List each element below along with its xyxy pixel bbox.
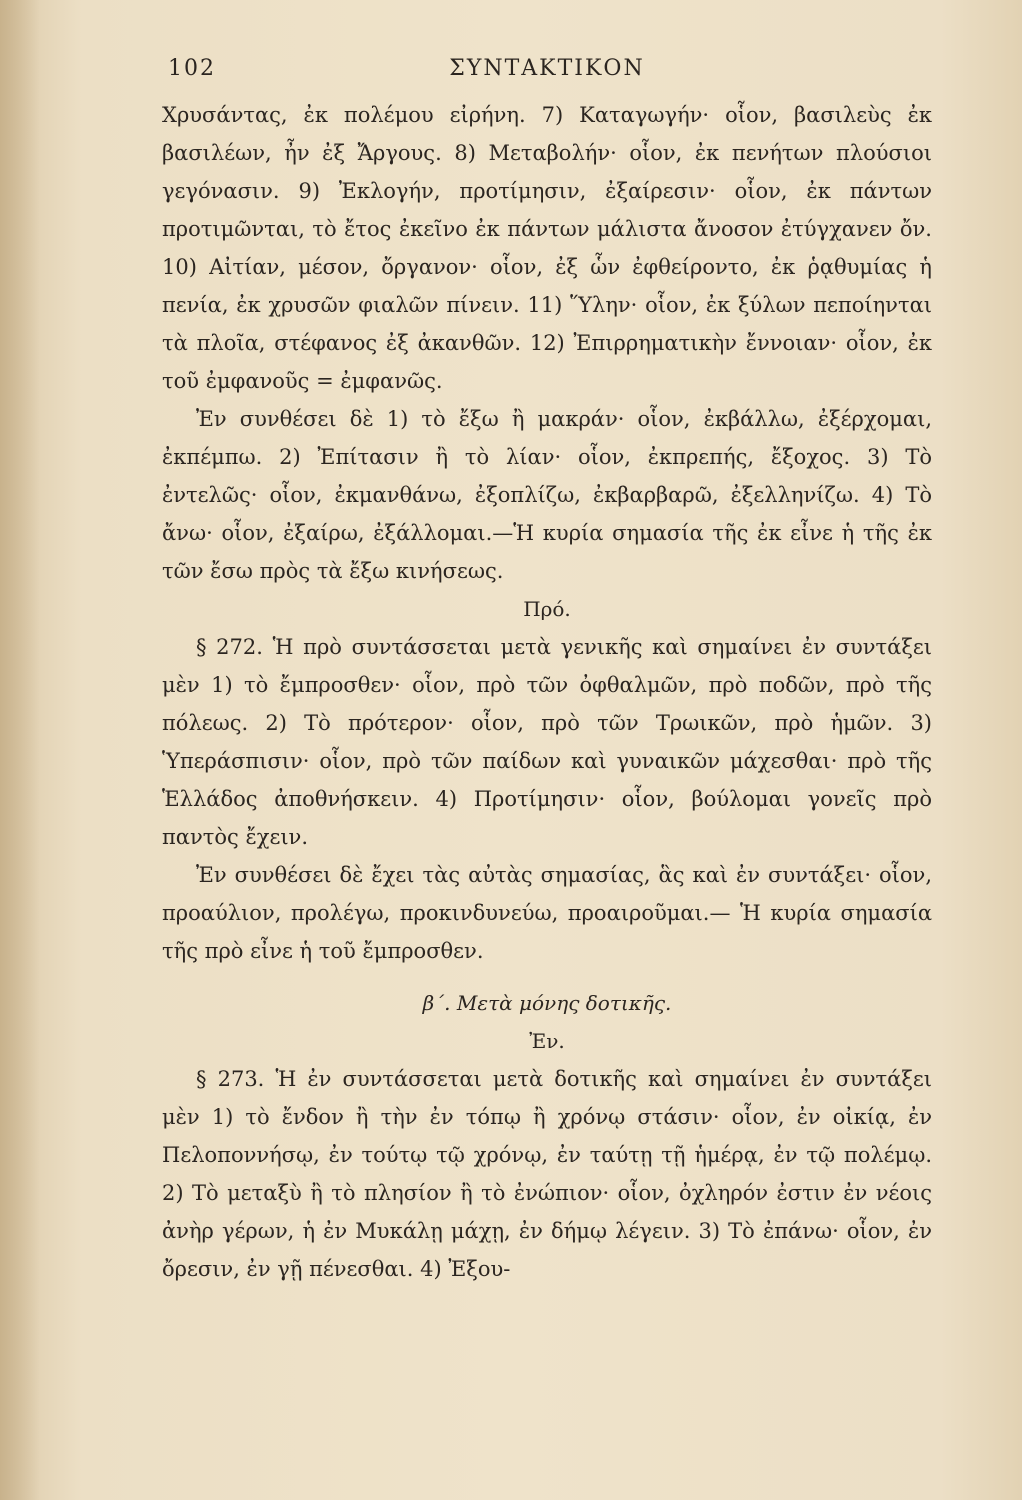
page-number: 102 — [168, 56, 216, 81]
paragraph-ek-compounds: Ἐν συνθέσει δὲ 1) τὸ ἔξω ἢ μακράν· οἷον, ἐκβάλλω, ἐξέρχομαι, ἐκπέμπω. 2) Ἐπίτασιν ἢ τὸ λίαν· οἷον, ἐκπρεπής, ἔξοχος. 3) Τὸ ἐντελῶς· οἷον, ἐκμανθάνω, ἐξοπλίζω, ἐκβαρβαρῶ, ἐξελληνίζω. 4) Τὸ ἄνω· οἷον, ἐξαίρω, ἐξάλλομαι.—Ἡ κυρία σημασία τῆς ἐκ εἶνε ἡ τῆς ἐκ τῶν ἔσω πρὸς τὰ ἔξω κινήσεως. — [162, 407, 932, 583]
heading-en: Ἐν. — [529, 1029, 565, 1053]
page-header — [162, 56, 932, 96]
paragraph-section-273: § 273. Ἡ ἐν συντάσσεται μετὰ δοτικῆς καὶ σημαίνει ἐν συντάξει μὲν 1) τὸ ἔνδον ἢ τὴν ἐν τόπῳ ἢ χρόνῳ στάσιν· οἷον, ἐν οἰκίᾳ, ἐν Πελοποννήσῳ, ἐν τούτῳ τῷ χρόνῳ, ἐν ταύτῃ τῇ ἡμέρᾳ, ἐν τῷ πολέμῳ. 2) Τὸ μεταξὺ ἢ τὸ πλησίον ἢ τὸ ἐνώπιον· οἷον, ὀχληρόν ἐστιν ἐν νέοις ἀνὴρ γέρων, ἡ ἐν Μυκάλῃ μάχῃ, ἐν δήμῳ λέγειν. 3) Τὸ ἐπάνω· οἷον, ἐν ὄρεσιν, ἐν γῇ πένεσθαι. 4) Ἐξου- — [162, 1067, 932, 1281]
paragraph-pro-compounds: Ἐν συνθέσει δὲ ἔχει τὰς αὐτὰς σημασίας, ἃς καὶ ἐν συντάξει· οἷον, προαύλιον, προλέγω, προκινδυνεύω, προαιροῦμαι.— Ἡ κυρία σημασία τῆς πρὸ εἶνε ἡ τοῦ ἔμπροσθεν. — [162, 863, 932, 963]
page-text — [162, 96, 932, 1288]
paragraph-ek-meanings: Χρυσάντας, ἐκ πολέμου εἰρήνη. 7) Καταγωγήν· οἷον, βασιλεὺς ἐκ βασιλέων, ἦν ἐξ Ἄργους. 8) Μεταβολήν· οἷον, ἐκ πενήτων πλούσιοι γεγόνασιν. 9) Ἐκλογήν, προτίμησιν, ἐξαίρεσιν· οἷον, ἐκ πάντων προτιμῶνται, τὸ ἔτος ἐκεῖνο ἐκ πάντων μάλιστα ἄνοσον ἐτύγχανεν ὄν. 10) Αἰτίαν, μέσον, ὄργανον· οἷον, ἐξ ὧν ἐφθείροντο, ἐκ ῥᾳθυμίας ἡ πενία, ἐκ χρυσῶν φιαλῶν πίνειν. 11) Ὕλην· οἷον, ἐκ ξύλων πεποίηνται τὰ πλοῖα, στέφανος ἐξ ἀκανθῶν. 12) Ἐπιρρηματικὴν ἔννοιαν· οἷον, ἐκ τοῦ ἐμφανοῦς = ἐμφανῶς. — [162, 103, 932, 393]
page-spine-shadow — [0, 0, 40, 1500]
paragraph-section-272: § 272. Ἡ πρὸ συντάσσεται μετὰ γενικῆς καὶ σημαίνει ἐν συντάξει μὲν 1) τὸ ἔμπροσθεν· οἷον, πρὸ τῶν ὀφθαλμῶν, πρὸ ποδῶν, πρὸ τῆς πόλεως. 2) Τὸ πρότερον· οἷον, πρὸ τῶν Τρωικῶν, πρὸ ἡμῶν. 3) Ὑπεράσπισιν· οἷον, πρὸ τῶν παίδων καὶ γυναικῶν μάχεσθαι· πρὸ τῆς Ἑλλάδος ἀποθνήσκειν. 4) Προτίμησιν· οἷον, βούλομαι γονεῖς πρὸ παντὸς ἔχειν. — [162, 635, 932, 849]
heading-pro: Πρό. — [523, 597, 571, 621]
running-title: ΣΥΝΤΑΚΤΙΚΟΝ — [449, 56, 645, 81]
section-heading-dative: β΄. Μετὰ μόνης δοτικῆς. — [422, 991, 672, 1015]
